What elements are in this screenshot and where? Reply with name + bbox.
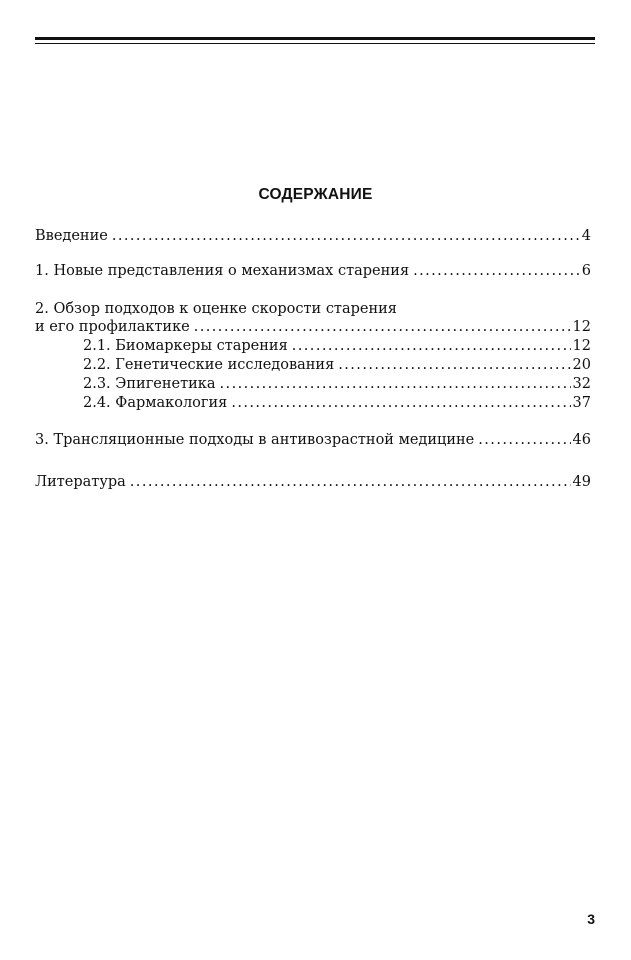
leader-dots — [130, 474, 571, 491]
leader-dots — [194, 319, 571, 336]
leader-dots — [478, 432, 570, 449]
toc-entry-references — [35, 474, 591, 491]
toc-entry-page: 6 — [581, 263, 591, 279]
toc-entry-introduction — [35, 228, 591, 245]
toc-entry-label: 3. Трансляционные подходы в антивозрастной медицине — [35, 432, 475, 448]
page-number: 3 — [587, 911, 595, 927]
toc-entry-label: и его профилактике — [35, 319, 190, 335]
toc-entry-page: 37 — [572, 395, 591, 411]
toc-entry-page: 4 — [581, 228, 591, 244]
toc-entry-section-2-1 — [83, 338, 591, 355]
leader-dots — [338, 357, 570, 374]
toc-entry-chapter-3 — [35, 432, 591, 449]
toc-entry-chapter-2 — [35, 319, 591, 336]
header-rule-thick — [35, 37, 595, 40]
toc-entry-label: Литература — [35, 474, 126, 490]
header-rule-thin — [35, 43, 595, 44]
toc-entry-label: 1. Новые представления о механизмах старения — [35, 263, 410, 279]
toc-entry-label: 2.4. Фармакология — [83, 395, 228, 411]
leader-dots — [292, 338, 571, 355]
toc-entry-page: 46 — [572, 432, 591, 448]
toc-entry-page: 20 — [572, 357, 591, 373]
toc-entry-section-2-3 — [83, 376, 591, 393]
toc-entry-page: 32 — [572, 376, 591, 392]
toc-entry-section-2-4 — [83, 395, 591, 412]
toc-entry-chapter-2-line1: 2. Обзор подходов к оценке скорости старения — [35, 301, 397, 317]
toc-entry-page: 49 — [572, 474, 591, 490]
toc-entry-label: 2.1. Биомаркеры старения — [83, 338, 288, 354]
toc-entry-label: 2.2. Генетические исследования — [83, 357, 335, 373]
leader-dots — [112, 228, 580, 245]
toc-entry-page: 12 — [572, 319, 591, 335]
leader-dots — [220, 376, 571, 393]
toc-entry-page: 12 — [572, 338, 591, 354]
leader-dots — [231, 395, 570, 412]
toc-entry-chapter-1 — [35, 263, 591, 280]
leader-dots — [413, 263, 580, 280]
toc-title: СОДЕРЖАНИЕ — [258, 186, 373, 203]
toc-entry-label: 2.3. Эпигенетика — [83, 376, 216, 392]
toc-entry-label: Введение — [35, 228, 108, 244]
toc-entry-section-2-2 — [83, 357, 591, 374]
